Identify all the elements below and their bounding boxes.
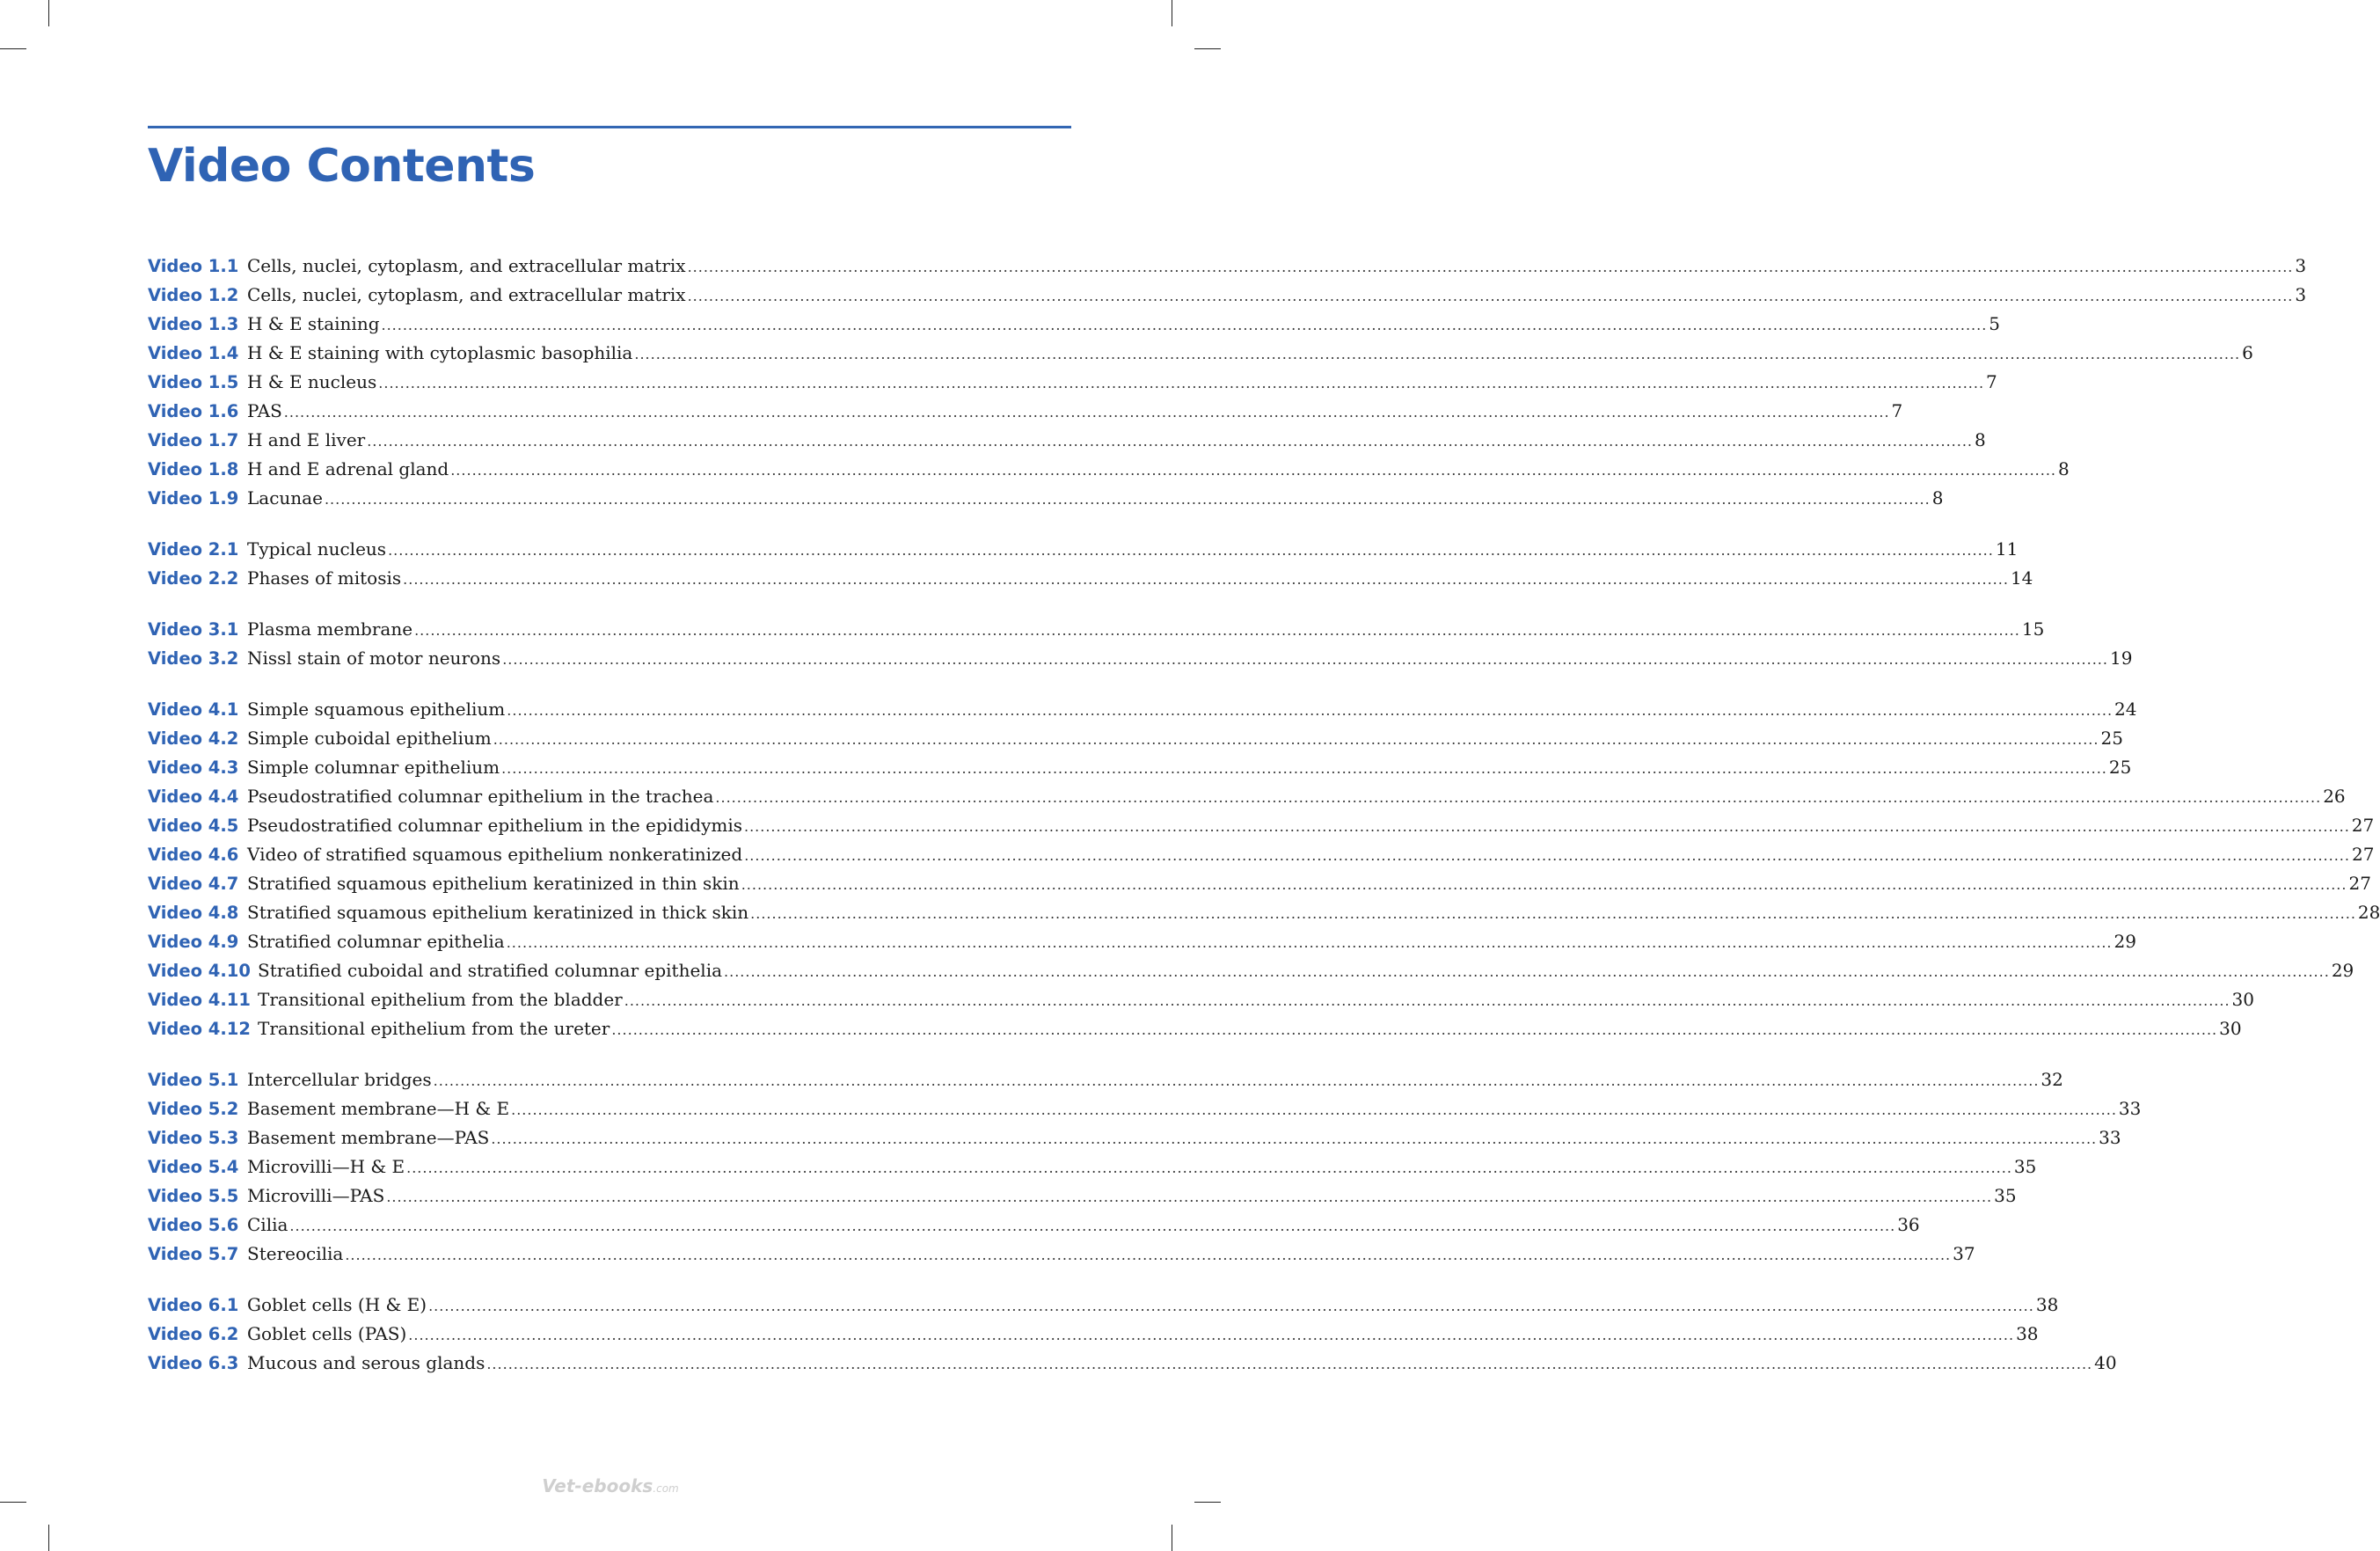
entry-title: Cilia — [247, 1214, 288, 1235]
video-label: Video 4.4 — [148, 786, 239, 807]
entry-title: Stratified columnar epithelia — [247, 931, 505, 952]
video-label: Video 5.2 — [148, 1099, 239, 1119]
dot-leader: ............................................................................................................................................................................................................................................................................................................ — [386, 1189, 1993, 1205]
toc-group — [148, 538, 2033, 596]
entry-title: H & E nucleus — [247, 371, 377, 392]
entry-title: Simple columnar epithelium — [247, 757, 500, 778]
entry-title: Intercellular bridges — [247, 1069, 432, 1090]
video-label: Video 4.10 — [148, 961, 251, 981]
video-label: Video 4.1 — [148, 699, 239, 720]
video-label: Video 4.5 — [148, 816, 239, 836]
toc-entry[interactable] — [148, 618, 2045, 647]
page-number: 28 — [2357, 902, 2380, 923]
toc-entry[interactable] — [148, 313, 2001, 342]
entry-title: Pseudostratified columnar epithelium in the trachea — [247, 786, 714, 807]
watermark-logo — [0, 1475, 1221, 1496]
page-number: 7 — [1891, 400, 1903, 421]
entry-title: Typical nucleus — [247, 538, 387, 560]
dot-leader: ............................................................................................................................................................................................................................................................................................................ — [388, 542, 1994, 559]
video-label: Video 1.1 — [148, 256, 239, 276]
dot-leader: ............................................................................................................................................................................................................................................................................................................ — [283, 404, 1890, 421]
page-number: 24 — [2114, 699, 2137, 720]
toc-entry[interactable] — [148, 538, 2019, 567]
watermark-name: Vet-ebooks — [542, 1475, 653, 1496]
toc-entry[interactable] — [148, 284, 2307, 313]
toc-entry[interactable] — [148, 487, 1944, 516]
entry-title: Cells, nuclei, cytoplasm, and extracellular matrix — [247, 284, 686, 305]
entry-title: Goblet cells (PAS) — [247, 1323, 407, 1344]
video-label: Video 5.3 — [148, 1128, 239, 1148]
page-number: 3 — [2295, 284, 2307, 305]
toc-group — [148, 1294, 2117, 1381]
toc-entry[interactable] — [148, 647, 2133, 677]
video-label: Video 5.5 — [148, 1186, 239, 1206]
dot-leader: ............................................................................................................................................................................................................................................................................................................ — [687, 288, 2294, 304]
entry-title: Lacunae — [247, 487, 323, 508]
toc-entry[interactable] — [148, 567, 2033, 596]
entry-title: Phases of mitosis — [247, 567, 402, 589]
toc-entry[interactable] — [148, 1214, 1920, 1243]
video-label: Video 4.3 — [148, 757, 239, 778]
toc-entry[interactable] — [148, 1323, 2039, 1352]
toc-entry[interactable] — [148, 255, 2307, 284]
dot-leader: ............................................................................................................................................................................................................................................................................................................ — [324, 491, 1931, 508]
toc-entry[interactable] — [148, 458, 2070, 487]
toc-entry[interactable] — [148, 1156, 2037, 1185]
toc-group — [148, 1069, 2142, 1272]
entry-title: Video of stratified squamous epithelium nonkeratinized — [247, 844, 743, 865]
video-label: Video 4.6 — [148, 845, 239, 865]
page-number: 8 — [1931, 487, 1944, 508]
page-number: 30 — [2231, 989, 2254, 1010]
page-number: 7 — [1986, 371, 1997, 392]
dot-leader: ............................................................................................................................................................................................................................................................................................................ — [715, 789, 2322, 806]
entry-title: H and E adrenal gland — [247, 458, 449, 479]
toc-entry[interactable] — [148, 1243, 1975, 1272]
page-number: 15 — [2021, 618, 2045, 640]
toc-group — [148, 255, 2307, 516]
entry-title: Simple squamous epithelium — [247, 699, 506, 720]
page-number: 33 — [2099, 1127, 2121, 1148]
dot-leader: ............................................................................................................................................................................................................................................................................................................ — [687, 259, 2294, 275]
toc-entry[interactable] — [148, 931, 2136, 960]
entry-title: Stratified squamous epithelium keratinized in thick skin — [247, 902, 749, 923]
page-number: 26 — [2323, 786, 2346, 807]
toc-entry[interactable] — [148, 728, 2123, 757]
video-label: Video 4.11 — [148, 990, 251, 1010]
dot-leader: ............................................................................................................................................................................................................................................................................................................ — [450, 462, 2056, 479]
page-number: 29 — [2114, 931, 2136, 952]
dot-leader: ............................................................................................................................................................................................................................................................................................................ — [493, 731, 2099, 748]
video-label: Video 3.1 — [148, 619, 239, 640]
dot-leader: ............................................................................................................................................................................................................................................................................................................ — [511, 1101, 2117, 1118]
entry-title: Basement membrane—PAS — [247, 1127, 490, 1148]
page-number: 38 — [2016, 1323, 2039, 1344]
page-number: 37 — [1953, 1243, 1975, 1264]
entry-title: H & E staining — [247, 313, 380, 334]
video-contents-list — [148, 255, 2380, 1381]
crop-mark — [1194, 48, 1221, 49]
entry-title: Goblet cells (H & E) — [247, 1294, 427, 1315]
entry-title: Microvilli—H & E — [247, 1156, 405, 1177]
crop-mark — [0, 48, 26, 49]
entry-title: Transitional epithelium from the bladder — [258, 989, 623, 1010]
dot-leader: ............................................................................................................................................................................................................................................................................................................ — [501, 760, 2107, 777]
dot-leader: ............................................................................................................................................................................................................................................................................................................ — [428, 1298, 2034, 1314]
dot-leader: ............................................................................................................................................................................................................................................................................................................ — [406, 1160, 2012, 1176]
dot-leader: ............................................................................................................................................................................................................................................................................................................ — [744, 847, 2350, 864]
toc-entry[interactable] — [148, 371, 1997, 400]
dot-leader: ............................................................................................................................................................................................................................................................................................................ — [506, 934, 2113, 951]
video-label: Video 1.7 — [148, 430, 239, 450]
entry-title: Cells, nuclei, cytoplasm, and extracellular matrix — [247, 255, 686, 276]
toc-entry[interactable] — [148, 1294, 2059, 1323]
dot-leader: ............................................................................................................................................................................................................................................................................................................ — [491, 1130, 2098, 1147]
page-number: 30 — [2219, 1018, 2242, 1039]
dot-leader: ............................................................................................................................................................................................................................................................................................................ — [624, 992, 2230, 1009]
video-label: Video 2.2 — [148, 568, 239, 589]
page-number: 27 — [2351, 844, 2375, 865]
dot-leader: ............................................................................................................................................................................................................................................................................................................ — [378, 375, 1985, 391]
entry-title: Transitional epithelium from the ureter — [258, 1018, 610, 1039]
entry-title: Microvilli—PAS — [247, 1185, 385, 1206]
toc-entry[interactable] — [148, 786, 2346, 815]
page-number: 8 — [2058, 458, 2070, 479]
toc-entry[interactable] — [148, 342, 2253, 371]
video-label: Video 4.7 — [148, 874, 239, 894]
video-label: Video 1.2 — [148, 285, 239, 305]
crop-mark — [48, 1525, 49, 1551]
page-number: 14 — [2010, 567, 2033, 589]
video-label: Video 5.1 — [148, 1070, 239, 1090]
toc-entry[interactable] — [148, 757, 2132, 786]
toc-entry[interactable] — [148, 1098, 2142, 1127]
dot-leader: ............................................................................................................................................................................................................................................................................................................ — [750, 905, 2356, 922]
video-label: Video 4.2 — [148, 728, 239, 749]
video-label: Video 1.9 — [148, 488, 239, 508]
crop-mark — [0, 1502, 26, 1503]
toc-entry[interactable] — [148, 989, 2254, 1018]
page-number: 19 — [2109, 647, 2133, 669]
toc-entry[interactable] — [148, 400, 1903, 429]
page-number: 6 — [2242, 342, 2253, 363]
entry-title: Nissl stain of motor neurons — [247, 647, 501, 669]
toc-entry[interactable] — [148, 844, 2375, 873]
toc-entry[interactable] — [148, 429, 1986, 458]
toc-entry[interactable] — [148, 1185, 2017, 1214]
video-label: Video 4.9 — [148, 932, 239, 952]
toc-entry[interactable] — [148, 1069, 2063, 1098]
page-number: 35 — [1994, 1185, 2017, 1206]
toc-group — [148, 699, 2380, 1047]
toc-entry[interactable] — [148, 1018, 2242, 1047]
page-number: 33 — [2118, 1098, 2142, 1119]
header-rule — [148, 126, 1071, 128]
dot-leader: ............................................................................................................................................................................................................................................................................................................ — [345, 1247, 1952, 1263]
toc-entry[interactable] — [148, 873, 2371, 902]
video-label: Video 3.2 — [148, 648, 239, 669]
video-label: Video 5.4 — [148, 1157, 239, 1177]
dot-leader: ............................................................................................................................................................................................................................................................................................................ — [414, 622, 2020, 639]
dot-leader: ............................................................................................................................................................................................................................................................................................................ — [741, 876, 2347, 893]
video-label: Video 6.2 — [148, 1324, 239, 1344]
video-label: Video 2.1 — [148, 539, 239, 560]
video-label: Video 1.6 — [148, 401, 239, 421]
video-label: Video 6.1 — [148, 1295, 239, 1315]
page-title: Video Contents — [148, 140, 536, 193]
page-number: 38 — [2035, 1294, 2059, 1315]
dot-leader: ............................................................................................................................................................................................................................................................................................................ — [367, 433, 1973, 450]
video-label: Video 5.7 — [148, 1244, 239, 1264]
dot-leader: ............................................................................................................................................................................................................................................................................................................ — [289, 1218, 1896, 1234]
page-number: 3 — [2295, 255, 2307, 276]
crop-mark — [48, 0, 49, 26]
video-label: Video 1.5 — [148, 372, 239, 392]
toc-entry[interactable] — [148, 960, 2354, 989]
dot-leader: ............................................................................................................................................................................................................................................................................................................ — [486, 1356, 2093, 1372]
dot-leader: ............................................................................................................................................................................................................................................................................................................ — [611, 1021, 2218, 1038]
dot-leader: ............................................................................................................................................................................................................................................................................................................ — [744, 818, 2350, 835]
video-label: Video 6.3 — [148, 1353, 239, 1373]
dot-leader: ............................................................................................................................................................................................................................................................................................................ — [507, 702, 2114, 719]
toc-entry[interactable] — [148, 902, 2380, 931]
dot-leader: ............................................................................................................................................................................................................................................................................................................ — [724, 963, 2330, 980]
entry-title: Plasma membrane — [247, 618, 413, 640]
entry-title: PAS — [247, 400, 282, 421]
page-number: 32 — [2041, 1069, 2063, 1090]
dot-leader: ............................................................................................................................................................................................................................................................................................................ — [634, 346, 2241, 362]
video-label: Video 1.3 — [148, 314, 239, 334]
page-number: 25 — [2108, 757, 2132, 778]
dot-leader: ............................................................................................................................................................................................................................................................................................................ — [408, 1327, 2015, 1343]
page-number: 40 — [2094, 1352, 2117, 1373]
page-number: 27 — [2351, 815, 2375, 836]
entry-title: H & E staining with cytoplasmic basophilia — [247, 342, 633, 363]
video-label: Video 1.8 — [148, 459, 239, 479]
toc-entry[interactable] — [148, 1352, 2117, 1381]
video-label: Video 1.4 — [148, 343, 239, 363]
entry-title: H and E liver — [247, 429, 366, 450]
toc-group — [148, 618, 2133, 677]
entry-title: Mucous and serous glands — [247, 1352, 485, 1373]
page-number: 5 — [1989, 313, 2001, 334]
page-number: 25 — [2100, 728, 2123, 749]
entry-title: Stereocilia — [247, 1243, 344, 1264]
toc-entry[interactable] — [148, 815, 2375, 844]
dot-leader: ............................................................................................................................................................................................................................................................................................................ — [502, 651, 2108, 668]
page-number: 35 — [2013, 1156, 2037, 1177]
entry-title: Pseudostratified columnar epithelium in the epididymis — [247, 815, 742, 836]
dot-leader: ............................................................................................................................................................................................................................................................................................................ — [381, 317, 1988, 333]
video-label: Video 4.12 — [148, 1019, 251, 1039]
toc-entry[interactable] — [148, 699, 2137, 728]
crop-mark — [1194, 1502, 1221, 1503]
entry-title: Simple cuboidal epithelium — [247, 728, 492, 749]
entry-title: Basement membrane—H & E — [247, 1098, 510, 1119]
dot-leader: ............................................................................................................................................................................................................................................................................................................ — [433, 1072, 2040, 1089]
video-label: Video 4.8 — [148, 903, 239, 923]
toc-entry[interactable] — [148, 1127, 2121, 1156]
page-number: 8 — [1975, 429, 1986, 450]
dot-leader: ............................................................................................................................................................................................................................................................................................................ — [403, 571, 2009, 588]
watermark-suffix: .com — [653, 1482, 679, 1495]
page-number: 27 — [2348, 873, 2371, 894]
entry-title: Stratified squamous epithelium keratinized in thin skin — [247, 873, 740, 894]
page-number: 29 — [2331, 960, 2354, 981]
page-number: 11 — [1995, 538, 2019, 560]
video-label: Video 5.6 — [148, 1215, 239, 1235]
entry-title: Stratified cuboidal and stratified columnar epithelia — [258, 960, 723, 981]
page-number: 36 — [1897, 1214, 1920, 1235]
